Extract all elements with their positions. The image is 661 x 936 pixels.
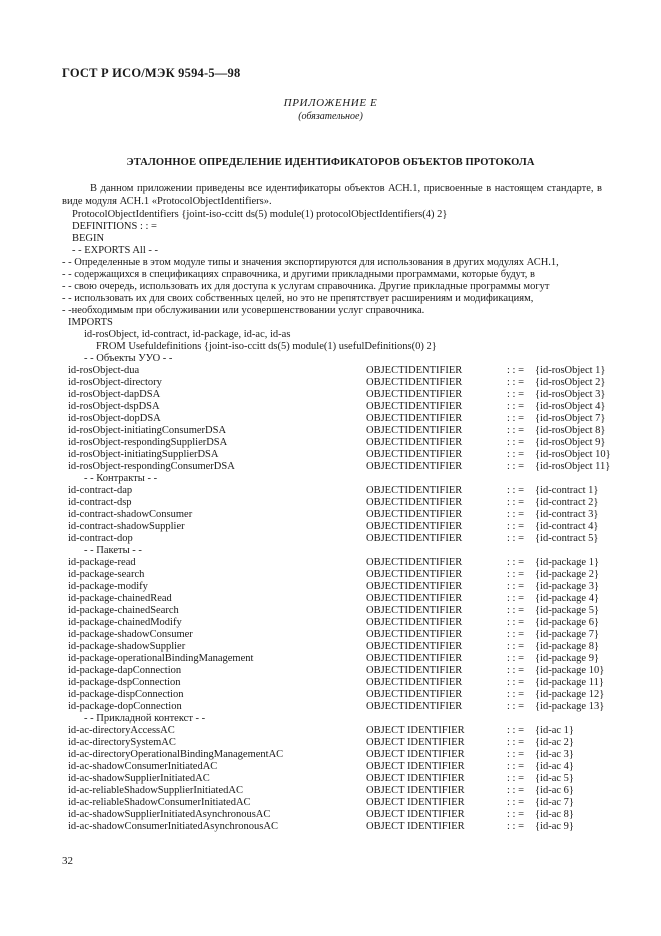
identifier-value: {id-rosObject 3} xyxy=(535,389,606,400)
assignment-operator: : : = xyxy=(507,641,525,652)
assignment-operator: : : = xyxy=(507,449,525,460)
identifier-value: {id-package 2} xyxy=(535,569,600,580)
comment-line: - -необходимым при обслуживании или усовершенствовании услуг справочника. xyxy=(62,305,425,316)
identifier-name: id-rosObject-dapDSA xyxy=(68,389,161,400)
definition-row xyxy=(68,605,608,617)
assignment-operator: : : = xyxy=(507,653,525,664)
definition-row xyxy=(68,425,608,437)
definition-row xyxy=(68,437,608,449)
identifier-type: OBJECTIDENTIFIER xyxy=(366,509,463,520)
identifier-type: OBJECTIDENTIFIER xyxy=(366,485,463,496)
assignment-operator: : : = xyxy=(507,677,525,688)
definition-row xyxy=(68,593,608,605)
identifier-name: id-package-dspConnection xyxy=(68,677,181,688)
assignment-operator: : : = xyxy=(507,797,525,808)
definition-row xyxy=(68,497,608,509)
assignment-operator: : : = xyxy=(507,497,525,508)
document-header: ГОСТ Р ИСО/МЭК 9594-5—98 xyxy=(62,66,241,80)
identifier-name: id-package-dopConnection xyxy=(68,701,182,712)
definition-row xyxy=(68,701,608,713)
definition-row xyxy=(68,629,608,641)
identifier-value: {id-ac 9} xyxy=(535,821,574,832)
identifier-name: id-rosObject-dspDSA xyxy=(68,401,160,412)
definition-row xyxy=(68,377,608,389)
intro-paragraph xyxy=(62,182,602,208)
identifier-value: {id-package 7} xyxy=(535,629,600,640)
identifier-name: id-contract-dap xyxy=(68,485,133,496)
assignment-operator: : : = xyxy=(507,701,525,712)
identifier-type: OBJECTIDENTIFIER xyxy=(366,701,463,712)
identifier-name: id-ac-shadowSupplierInitiatedAsynchronousAC xyxy=(68,809,271,820)
identifier-name: id-rosObject-respondingConsumerDSA xyxy=(68,461,235,472)
identifier-name: id-package-chainedModify xyxy=(68,617,182,628)
identifier-name: id-ac-reliableShadowConsumerInitiatedAC xyxy=(68,797,251,808)
imports-keyword: IMPORTS xyxy=(68,317,113,328)
assignment-operator: : : = xyxy=(507,365,525,376)
identifier-value: {id-ac 6} xyxy=(535,785,574,796)
identifier-name: id-package-modify xyxy=(68,581,148,592)
assignment-operator: : : = xyxy=(507,785,525,796)
definition-row xyxy=(68,809,608,821)
identifier-value: {id-rosObject 8} xyxy=(535,425,606,436)
identifier-type: OBJECTIDENTIFIER xyxy=(366,653,463,664)
identifier-type: OBJECT IDENTIFIER xyxy=(366,785,465,796)
comment-line: - - Определенные в этом модуле типы и значения экспортируются для использования в других модулях АСН.1, xyxy=(62,257,559,268)
definition-row xyxy=(68,413,608,425)
definition-row xyxy=(68,821,608,833)
identifier-type: OBJECTIDENTIFIER xyxy=(366,605,463,616)
identifier-type: OBJECT IDENTIFIER xyxy=(366,809,465,820)
identifier-type: OBJECTIDENTIFIER xyxy=(366,377,463,388)
assignment-operator: : : = xyxy=(507,761,525,772)
identifier-type: OBJECTIDENTIFIER xyxy=(366,437,463,448)
comment-line: - - свою очередь, использовать их для доступа к услугам справочника. Другие прикладные программы могут xyxy=(62,281,550,292)
definition-row xyxy=(68,737,608,749)
identifier-name: id-package-shadowSupplier xyxy=(68,641,186,652)
definition-row xyxy=(68,665,608,677)
identifier-name: id-package-chainedRead xyxy=(68,593,172,604)
assignment-operator: : : = xyxy=(507,605,525,616)
assignment-operator: : : = xyxy=(507,533,525,544)
definitions-line: DEFINITIONS : : = xyxy=(72,221,157,232)
assignment-operator: : : = xyxy=(507,617,525,628)
identifier-type: OBJECT IDENTIFIER xyxy=(366,725,465,736)
definition-row xyxy=(68,773,608,785)
identifier-value: {id-contract 5} xyxy=(535,533,599,544)
identifier-value: {id-rosObject 9} xyxy=(535,437,606,448)
group-heading: - - Пакеты - - xyxy=(84,545,142,556)
identifier-value: {id-package 9} xyxy=(535,653,600,664)
definition-row xyxy=(68,533,608,545)
identifier-name: id-ac-reliableShadowSupplierInitiatedAC xyxy=(68,785,243,796)
assignment-operator: : : = xyxy=(507,437,525,448)
identifier-name: id-rosObject-directory xyxy=(68,377,162,388)
identifier-value: {id-ac 8} xyxy=(535,809,574,820)
identifier-type: OBJECT IDENTIFIER xyxy=(366,761,465,772)
comment-line: - - содержащихся в спецификациях справочника, и другими прикладными программами, которые будут, в xyxy=(62,269,535,280)
definition-row xyxy=(68,389,608,401)
assignment-operator: : : = xyxy=(507,521,525,532)
assignment-operator: : : = xyxy=(507,737,525,748)
section-title: ЭТАЛОННОЕ ОПРЕДЕЛЕНИЕ ИДЕНТИФИКАТОРОВ ОБЪЕКТОВ ПРОТОКОЛА xyxy=(126,157,535,168)
identifier-type: OBJECTIDENTIFIER xyxy=(366,641,463,652)
identifier-type: OBJECT IDENTIFIER xyxy=(366,773,465,784)
definition-row xyxy=(68,761,608,773)
definition-row xyxy=(68,401,608,413)
definition-row xyxy=(68,557,608,569)
group-heading: - - Прикладной контекст - - xyxy=(84,713,206,724)
definition-row xyxy=(68,785,608,797)
appendix-title: ПРИЛОЖЕНИЕ Е xyxy=(283,97,378,109)
identifier-name: id-ac-directorySystemAC xyxy=(68,737,176,748)
assignment-operator: : : = xyxy=(507,461,525,472)
definition-row xyxy=(68,797,608,809)
assignment-operator: : : = xyxy=(507,401,525,412)
identifier-type: OBJECTIDENTIFIER xyxy=(366,449,463,460)
identifier-type: OBJECTIDENTIFIER xyxy=(366,617,463,628)
identifier-name: id-ac-shadowSupplierInitiatedAC xyxy=(68,773,210,784)
assignment-operator: : : = xyxy=(507,377,525,388)
definition-row xyxy=(68,521,608,533)
identifier-type: OBJECT IDENTIFIER xyxy=(366,821,465,832)
definition-row xyxy=(68,689,608,701)
identifier-type: OBJECTIDENTIFIER xyxy=(366,569,463,580)
identifier-value: {id-contract 3} xyxy=(535,509,599,520)
assignment-operator: : : = xyxy=(507,749,525,760)
identifier-value: {id-package 3} xyxy=(535,581,600,592)
definition-row xyxy=(68,653,608,665)
group-heading: - - Контракты - - xyxy=(84,473,158,484)
identifier-type: OBJECTIDENTIFIER xyxy=(366,677,463,688)
definition-row xyxy=(68,725,608,737)
imports-from: FROM Usefuldefinitions {joint-iso-ccitt ds(5) module(1) usefulDefinitions(0) 2} xyxy=(96,341,437,352)
assignment-operator: : : = xyxy=(507,569,525,580)
identifier-type: OBJECTIDENTIFIER xyxy=(366,389,463,400)
identifier-value: {id-ac 5} xyxy=(535,773,574,784)
definition-row xyxy=(68,569,608,581)
identifier-type: OBJECTIDENTIFIER xyxy=(366,593,463,604)
identifier-name: id-rosObject-dua xyxy=(68,365,140,376)
identifier-name: id-contract-shadowSupplier xyxy=(68,521,185,532)
page-number: 32 xyxy=(62,855,73,867)
identifier-value: {id-rosObject 4} xyxy=(535,401,606,412)
group-heading: - - Объекты УУО - - xyxy=(84,353,173,364)
identifier-type: OBJECTIDENTIFIER xyxy=(366,413,463,424)
identifier-name: id-ac-shadowConsumerInitiatedAC xyxy=(68,761,218,772)
identifier-type: OBJECTIDENTIFIER xyxy=(366,521,463,532)
definition-row xyxy=(68,509,608,521)
comment-line: - - использовать их для своих собственных целей, но это не препятствует расширениям и модификациям, xyxy=(62,293,534,304)
identifier-value: {id-ac 7} xyxy=(535,797,574,808)
identifier-value: {id-ac 1} xyxy=(535,725,574,736)
identifier-name: id-package-dispConnection xyxy=(68,689,184,700)
identifier-name: id-ac-directoryOperationalBindingManagementAC xyxy=(68,749,284,760)
identifier-value: {id-ac 2} xyxy=(535,737,574,748)
identifier-name: id-contract-shadowConsumer xyxy=(68,509,193,520)
definition-row xyxy=(68,485,608,497)
identifier-name: id-package-chainedSearch xyxy=(68,605,179,616)
identifier-type: OBJECTIDENTIFIER xyxy=(366,689,463,700)
identifier-name: id-ac-directoryAccessAC xyxy=(68,725,175,736)
identifier-value: {id-ac 3} xyxy=(535,749,574,760)
identifier-value: {id-rosObject 2} xyxy=(535,377,606,388)
assignment-operator: : : = xyxy=(507,425,525,436)
identifier-value: {id-contract 2} xyxy=(535,497,599,508)
appendix-subtitle: (обязательное) xyxy=(298,111,363,122)
definition-row xyxy=(68,677,608,689)
identifier-value: {id-package 13} xyxy=(535,701,605,712)
identifier-name: id-contract-dop xyxy=(68,533,133,544)
identifier-value: {id-package 12} xyxy=(535,689,605,700)
identifier-type: OBJECTIDENTIFIER xyxy=(366,401,463,412)
identifier-type: OBJECT IDENTIFIER xyxy=(366,737,465,748)
definition-row xyxy=(68,449,611,461)
identifier-name: id-contract-dsp xyxy=(68,497,132,508)
identifier-type: OBJECTIDENTIFIER xyxy=(366,497,463,508)
identifier-type: OBJECTIDENTIFIER xyxy=(366,533,463,544)
identifier-type: OBJECTIDENTIFIER xyxy=(366,665,463,676)
assignment-operator: : : = xyxy=(507,485,525,496)
identifier-value: {id-contract 1} xyxy=(535,485,599,496)
module-definition-line: ProtocolObjectIdentifiers {joint-iso-ccitt ds(5) module(1) protocolObjectIdentifiers(4) 2} xyxy=(72,209,448,220)
definition-row xyxy=(68,749,608,761)
identifier-type: OBJECTIDENTIFIER xyxy=(366,581,463,592)
definition-row xyxy=(68,641,608,653)
identifier-value: {id-package 1} xyxy=(535,557,600,568)
identifier-type: OBJECT IDENTIFIER xyxy=(366,749,465,760)
assignment-operator: : : = xyxy=(507,389,525,400)
begin-line: BEGIN xyxy=(72,233,105,244)
identifier-name: id-ac-shadowConsumerInitiatedAsynchronousAC xyxy=(68,821,278,832)
identifier-value: {id-package 8} xyxy=(535,641,600,652)
assignment-operator: : : = xyxy=(507,689,525,700)
identifier-type: OBJECTIDENTIFIER xyxy=(366,629,463,640)
identifier-name: id-rosObject-respondingSupplierDSA xyxy=(68,437,228,448)
identifier-value: {id-package 10} xyxy=(535,665,605,676)
definition-row xyxy=(68,461,611,473)
identifier-value: {id-contract 4} xyxy=(535,521,599,532)
identifier-name: id-package-read xyxy=(68,557,136,568)
identifier-value: {id-package 6} xyxy=(535,617,600,628)
identifier-name: id-rosObject-initiatingSupplierDSA xyxy=(68,449,219,460)
definition-row xyxy=(68,617,608,629)
identifier-value: {id-package 5} xyxy=(535,605,600,616)
assignment-operator: : : = xyxy=(507,725,525,736)
identifier-value: {id-package 4} xyxy=(535,593,600,604)
identifier-name: id-package-operationalBindingManagement xyxy=(68,653,254,664)
definition-row xyxy=(68,581,608,593)
assignment-operator: : : = xyxy=(507,809,525,820)
intro-text: В данном приложении приведены все идентификаторы объектов АСН.1, присвоенные в настоящем стандарте, в виде модуля АСН.1 «ProtocolObjectIdentifiers». xyxy=(62,183,602,207)
exports-line: - - EXPORTS All - - xyxy=(72,245,158,256)
assignment-operator: : : = xyxy=(507,773,525,784)
identifier-type: OBJECTIDENTIFIER xyxy=(366,425,463,436)
identifier-value: {id-rosObject 11} xyxy=(535,461,611,472)
assignment-operator: : : = xyxy=(507,557,525,568)
assignment-operator: : : = xyxy=(507,413,525,424)
assignment-operator: : : = xyxy=(507,821,525,832)
identifier-value: {id-rosObject 1} xyxy=(535,365,606,376)
imports-list: id-rosObject, id-contract, id-package, id-ac, id-as xyxy=(84,329,291,340)
identifier-name: id-rosObject-dopDSA xyxy=(68,413,161,424)
identifier-name: id-package-shadowConsumer xyxy=(68,629,193,640)
identifier-name: id-package-dapConnection xyxy=(68,665,182,676)
identifier-type: OBJECTIDENTIFIER xyxy=(366,461,463,472)
assignment-operator: : : = xyxy=(507,665,525,676)
assignment-operator: : : = xyxy=(507,581,525,592)
identifier-name: id-rosObject-initiatingConsumerDSA xyxy=(68,425,227,436)
identifier-type: OBJECT IDENTIFIER xyxy=(366,797,465,808)
identifier-value: {id-ac 4} xyxy=(535,761,574,772)
identifier-value: {id-package 11} xyxy=(535,677,604,688)
identifier-value: {id-rosObject 10} xyxy=(535,449,611,460)
assignment-operator: : : = xyxy=(507,509,525,520)
identifier-type: OBJECTIDENTIFIER xyxy=(366,365,463,376)
assignment-operator: : : = xyxy=(507,593,525,604)
identifier-name: id-package-search xyxy=(68,569,145,580)
definition-row xyxy=(68,365,608,377)
identifier-type: OBJECTIDENTIFIER xyxy=(366,557,463,568)
assignment-operator: : : = xyxy=(507,629,525,640)
identifier-value: {id-rosObject 7} xyxy=(535,413,606,424)
